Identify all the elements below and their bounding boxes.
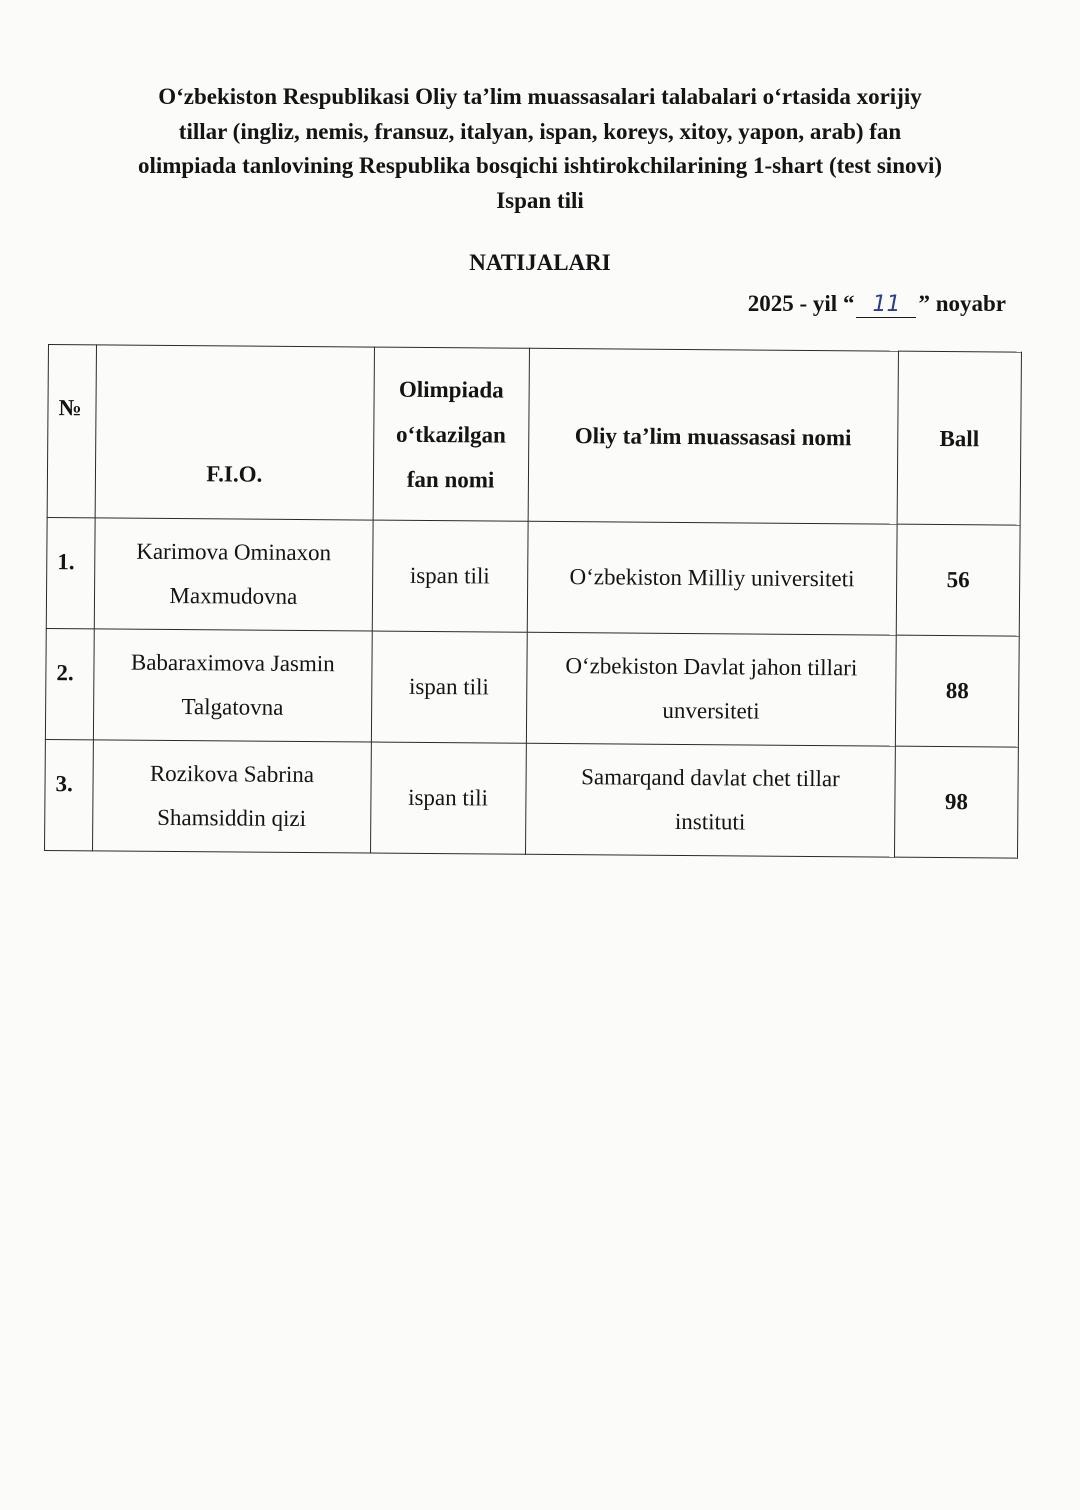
- row-name-line-2: Maxmudovna: [169, 582, 298, 609]
- row-number: 3.: [45, 739, 94, 850]
- row-institution: [525, 743, 895, 857]
- row-subject: ispan tili: [372, 520, 528, 632]
- heading-line-3: olimpiada tanlovining Respublika bosqichi ishtirokchilarining 1-shart (test sinovi): [137, 153, 943, 178]
- table-row: [46, 517, 1020, 636]
- row-institution: [526, 632, 896, 746]
- row-number: 1.: [46, 517, 95, 628]
- table-header-row: [47, 345, 1021, 526]
- row-name-line-1: Babaraximova Jasmin: [130, 649, 335, 677]
- row-name: [93, 629, 372, 742]
- date-prefix: 2025 - yil “: [747, 291, 855, 316]
- document-heading: [60, 80, 1020, 218]
- heading-line-2: tillar (ingliz, nemis, fransuz, italyan, ispan, koreys, xitoy, yapon, arab) fan: [178, 118, 902, 144]
- header-subject-line-3: fan nomi: [406, 466, 495, 493]
- row-subject: ispan tili: [370, 742, 526, 854]
- table-row: [45, 628, 1019, 747]
- results-title: NATIJALARI: [469, 250, 611, 275]
- heading-line-1: O‘zbekiston Respublikasi Oliy ta’lim muassasalari talabalari o‘rtasida xorijiy: [158, 84, 922, 109]
- row-name: [92, 740, 371, 853]
- row-institution-line-1: O‘zbekiston Milliy universiteti: [569, 564, 855, 592]
- date-line: [748, 287, 1006, 321]
- row-subject: ispan tili: [371, 631, 527, 743]
- table-row: [45, 739, 1019, 858]
- heading-line-4: Ispan tili: [496, 187, 584, 213]
- row-institution: [527, 521, 897, 635]
- header-subject: [373, 347, 529, 521]
- row-score: 88: [895, 635, 1019, 747]
- row-number: 2.: [45, 628, 94, 739]
- date-suffix: ” noyabr: [918, 291, 1006, 316]
- row-score: 56: [896, 524, 1020, 636]
- row-institution-line-2: instituti: [674, 808, 746, 835]
- row-institution-line-1: O‘zbekiston Davlat jahon tillari: [565, 653, 858, 681]
- header-subject-line-2: o‘tkazilgan: [395, 421, 506, 448]
- header-subject-line-1: Olimpiada: [398, 376, 504, 403]
- row-name-line-1: Karimova Ominaxon: [136, 538, 332, 566]
- row-name: [94, 518, 373, 631]
- row-score: 98: [895, 746, 1019, 858]
- row-name-line-2: Shamsiddin qizi: [157, 804, 307, 832]
- header-institution: Oliy ta’lim muassasasi nomi: [528, 348, 899, 524]
- header-score: Ball: [897, 351, 1021, 525]
- row-name-line-1: Rozikova Sabrina: [149, 760, 315, 788]
- row-name-line-2: Talgatovna: [181, 694, 284, 720]
- row-institution-line-1: Samarqand davlat chet tillar: [581, 764, 840, 792]
- results-table: [44, 344, 1022, 859]
- header-number: №: [47, 345, 96, 518]
- row-institution-line-2: unversiteti: [662, 697, 760, 724]
- header-fio: F.I.O.: [95, 345, 374, 520]
- date-day-handwritten: 11: [856, 293, 916, 318]
